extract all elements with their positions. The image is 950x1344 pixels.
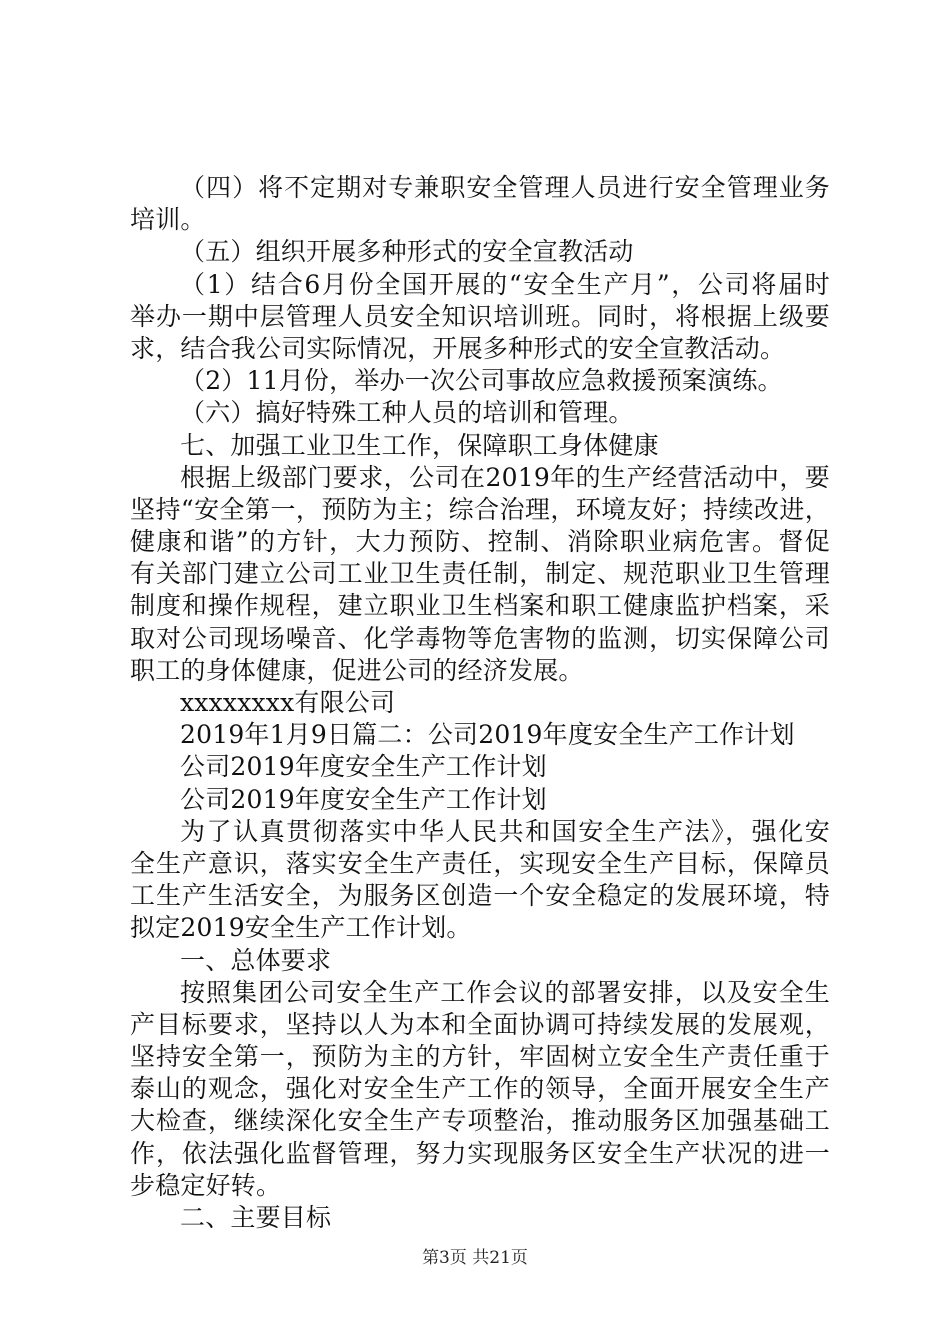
page-number-footer: 第3页 共21页	[422, 1248, 528, 1268]
paragraph-line: 举办一期中层管理人员安全知识培训班。同时，将根据上级要	[130, 301, 830, 331]
paragraph-line: 职工的身体健康，促进公司的经济发展。	[130, 655, 584, 685]
paragraph-line: 健康和谐”的方针，大力预防、控制、消除职业病危害。督促	[130, 527, 830, 557]
document-title: 公司2019年度安全生产工作计划	[180, 784, 547, 814]
paragraph-line: （2）11月份，举办一次公司事故应急救援预案演练。	[180, 366, 783, 396]
paragraph-line: 为了认真贯彻落实中华人民共和国安全生产法》，强化安	[180, 816, 830, 846]
paragraph-line: 制度和操作规程，建立职业卫生档案和职工健康监护档案，采	[130, 591, 830, 621]
paragraph-line: 有关部门建立公司工业卫生责任制，制定、规范职业卫生管理	[130, 559, 830, 589]
document-body	[130, 172, 830, 1234]
paragraph-line: 拟定2019安全生产工作计划。	[130, 913, 472, 943]
section-heading: （五）组织开展多种形式的安全宣教活动	[180, 237, 634, 267]
paragraph-line: 步稳定好转。	[130, 1170, 282, 1200]
paragraph-line: 产目标要求，坚持以人为本和全面协调可持续发展的发展观，	[130, 1009, 830, 1039]
paragraph-line: 坚持安全第一，预防为主的方针，牢固树立安全生产责任重于	[130, 1042, 830, 1072]
paragraph-line: 坚持“安全第一，预防为主；综合治理，环境友好；持续改进，	[130, 494, 830, 524]
section-heading: （六）搞好特殊工种人员的培训和管理。	[180, 398, 634, 428]
paragraph-line: （四）将不定期对专兼职安全管理人员进行安全管理业务	[180, 173, 830, 202]
paragraph-line: 培训。	[130, 205, 206, 235]
paragraph-line: 泰山的观念，强化对安全生产工作的领导，全面开展安全生产	[130, 1074, 830, 1104]
paragraph-line: 按照集团公司安全生产工作会议的部署安排，以及安全生	[180, 977, 830, 1007]
paragraph-line: 全生产意识，落实安全生产责任，实现安全生产目标，保障员	[130, 848, 830, 878]
paragraph-line: 根据上级部门要求，公司在2019年的生产经营活动中，要	[180, 462, 830, 492]
section-heading: 二、主要目标	[180, 1203, 332, 1232]
paragraph-line: （1）结合6月份全国开展的“安全生产月”，公司将届时	[180, 269, 830, 299]
date-line: 2019年1月9日篇二：公司2019年度安全生产工作计划	[180, 720, 795, 750]
paragraph-line: 作，依法强化监督管理，努力实现服务区安全生产状况的进一	[130, 1138, 830, 1168]
paragraph-line: 工生产生活安全，为服务区创造一个安全稳定的发展环境，特	[130, 881, 830, 911]
paragraph-line: 大检查，继续深化安全生产专项整治，推动服务区加强基础工	[130, 1106, 830, 1136]
section-heading: 七、加强工业卫生工作，保障职工身体健康	[180, 430, 659, 460]
paragraph-line: 取对公司现场噪音、化学毒物等危害物的监测，切实保障公司	[130, 623, 830, 653]
company-signature: xxxxxxxx有限公司	[180, 688, 396, 717]
section-heading: 一、总体要求	[180, 945, 332, 975]
paragraph-line: 求，结合我公司实际情况，开展多种形式的安全宣教活动。	[130, 333, 786, 363]
document-title: 公司2019年度安全生产工作计划	[180, 752, 547, 782]
